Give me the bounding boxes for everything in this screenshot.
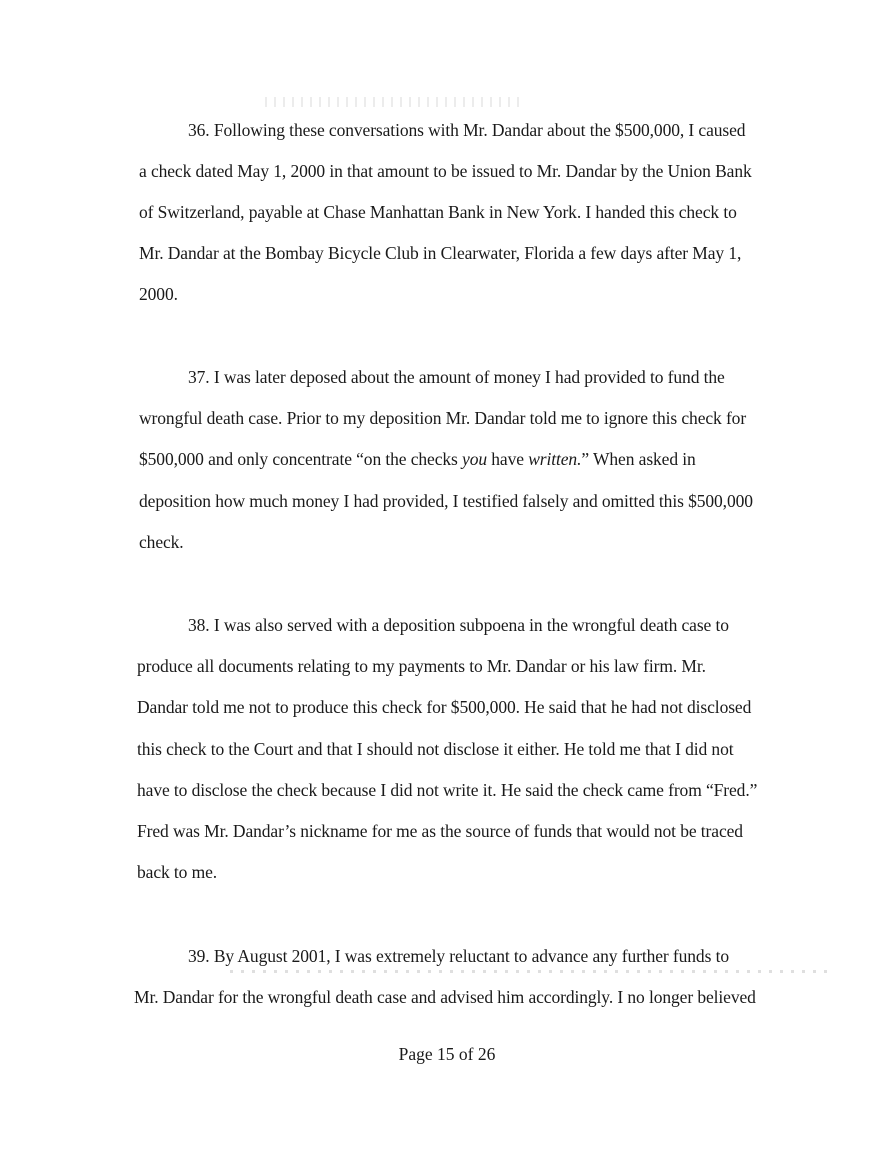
paragraph-line: wrongful death case. Prior to my deposition Mr. Dandar told me to ignore this check for	[139, 408, 747, 428]
paragraph-line: back to me.	[137, 862, 218, 882]
emphasis-you: you	[462, 449, 487, 469]
line-text: have	[487, 449, 529, 469]
paragraph-line: 38. I was also served with a deposition subpoena in the wrongful death case to	[188, 615, 729, 635]
paragraph-line: 39. By August 2001, I was extremely reluctant to advance any further funds to	[188, 946, 729, 966]
paragraph-line: have to disclose the check because I did not write it. He said the check came from “Fred.”	[137, 780, 758, 800]
scan-noise	[265, 97, 525, 107]
emphasis-written: written.	[528, 449, 582, 469]
paragraph-line: 36. Following these conversations with Mr. Dandar about the $500,000, I caused	[188, 120, 746, 140]
page-number: Page 15 of 26	[398, 1044, 496, 1064]
paragraph-line: 37. I was later deposed about the amount of money I had provided to fund the	[188, 367, 725, 387]
paragraph-line: Mr. Dandar for the wrongful death case and advised him accordingly. I no longer believed	[134, 987, 756, 1007]
paragraph-line: a check dated May 1, 2000 in that amount to be issued to Mr. Dandar by the Union Bank	[139, 161, 752, 181]
paragraph-line: produce all documents relating to my payments to Mr. Dandar or his law firm. Mr.	[137, 656, 706, 676]
line-text: ” When asked in	[581, 449, 696, 469]
paragraph-line: Dandar told me not to produce this check for $500,000. He said that he had not disclosed	[137, 697, 752, 717]
paragraph-line: of Switzerland, payable at Chase Manhattan Bank in New York. I handed this check to	[139, 202, 737, 222]
paragraph-line: deposition how much money I had provided, I testified falsely and omitted this $500,000	[139, 491, 753, 511]
paragraph-line: Fred was Mr. Dandar’s nickname for me as the source of funds that would not be traced	[137, 821, 743, 841]
paragraph-line: Mr. Dandar at the Bombay Bicycle Club in Clearwater, Florida a few days after May 1,	[139, 243, 742, 263]
paragraph-line: 2000.	[139, 284, 178, 304]
paragraph-line: check.	[139, 532, 184, 552]
line-text: $500,000 and only concentrate “on the checks	[139, 449, 463, 469]
paragraph-line: this check to the Court and that I should not disclose it either. He told me that I did not	[137, 739, 734, 759]
scan-noise	[230, 970, 830, 973]
paragraph-line	[139, 448, 696, 470]
